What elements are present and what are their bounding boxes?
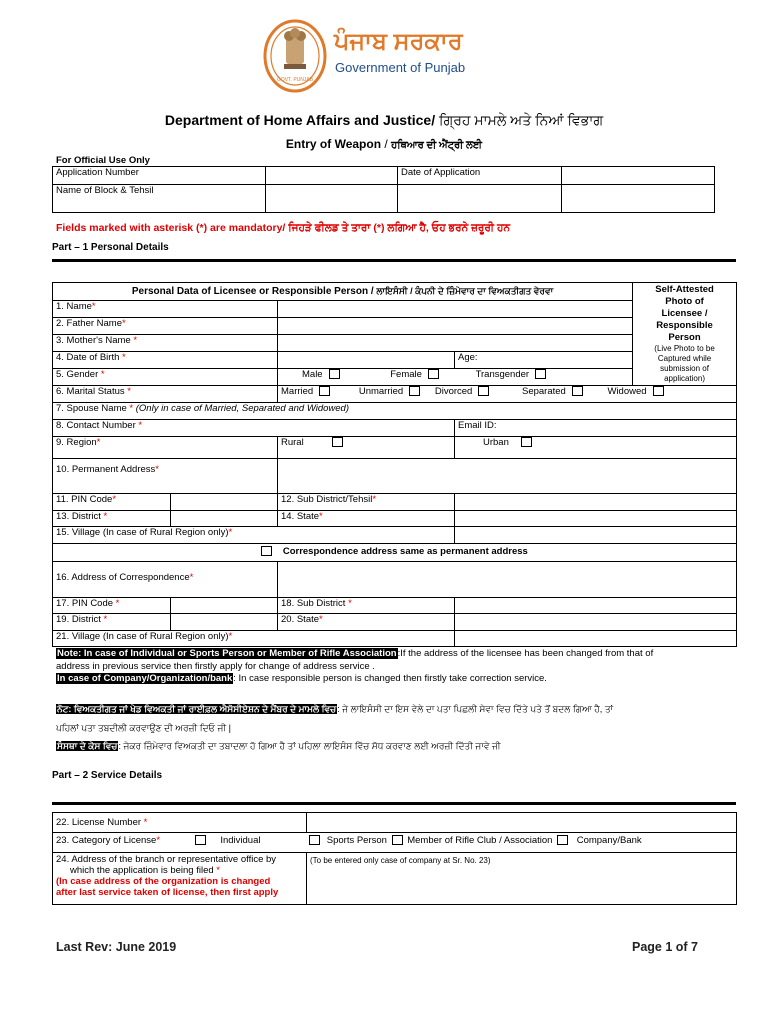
- correspondence-same-label: Correspondence address same as permanent address: [282, 546, 528, 557]
- widowed-label: Widowed: [607, 386, 647, 397]
- correspondence-same-row: [53, 544, 737, 562]
- branch-address-red-1: (In case address of the organization is changed: [56, 876, 271, 887]
- village-label: 15. Village (In case of Rural Region only)*: [53, 527, 455, 544]
- district-field[interactable]: [171, 511, 278, 527]
- license-number-field[interactable]: [307, 813, 737, 833]
- village-field[interactable]: [455, 527, 737, 544]
- branch-address-note: (To be entered only case of company at Sr. No. 23): [310, 856, 491, 865]
- dob-label: 4. Date of Birth *: [53, 352, 278, 369]
- village-2-label: 21. Village (In case of Rural Region only)*: [53, 631, 455, 647]
- region-rural-cell: [278, 437, 455, 459]
- punjabi-govt-title: ਪੰਜਾਬ ਸਰਕਾਰ: [334, 28, 463, 55]
- married-checkbox[interactable]: [319, 386, 330, 396]
- category-company-label: Company/Bank: [576, 835, 642, 846]
- separated-checkbox[interactable]: [572, 386, 583, 396]
- photo-box[interactable]: [633, 283, 737, 386]
- category-rifle-label: Member of Rifle Club / Association: [407, 835, 553, 846]
- marital-status-label: 6. Marital Status *: [53, 386, 278, 403]
- region-rural-checkbox[interactable]: [332, 437, 343, 447]
- category-sports-label: Sports Person: [326, 835, 387, 846]
- personal-data-table: [52, 282, 737, 647]
- separated-label: Separated: [521, 386, 566, 397]
- category-sports-checkbox[interactable]: [309, 835, 320, 845]
- region-rural-label: Rural: [281, 437, 304, 448]
- photo-note-4: application): [664, 374, 705, 383]
- note-punjabi-individual-highlight: ਨੋਟ: ਵਿਅਕਤੀਗਤ ਜਾਂ ਖੇਡ ਵਿਅਕਤੀ ਜਾਂ ਰਾਈਫ਼ਲ ਐਸੋਸੀਏਸ਼ਨ ਦੇ ਮੈਂਬਰ ਦੇ ਮਾਮਲੇ ਵਿਚ: [57, 704, 337, 714]
- note-individual-highlight: Note: In case of Individual or Sports Person or Member of Rifle Association: [57, 648, 397, 659]
- spouse-name-note: (Only in case of Married, Separated and Widowed): [135, 403, 349, 414]
- category-company-checkbox[interactable]: [557, 835, 568, 845]
- service-title-en: Entry of Weapon: [285, 137, 382, 151]
- divorced-checkbox[interactable]: [478, 386, 489, 396]
- father-name-field[interactable]: [278, 318, 633, 335]
- region-urban-cell: [455, 437, 737, 459]
- village-2-field[interactable]: [455, 631, 737, 647]
- photo-label-4: Responsible: [656, 320, 713, 331]
- name-label: 1. Name*: [53, 301, 278, 318]
- father-name-label: 2. Father Name*: [53, 318, 278, 335]
- license-number-label: 22. License Number *: [53, 813, 307, 833]
- department-title-pa: ਗ੍ਰਿਹ ਮਾਮਲੇ ਅਤੇ ਨਿਆਂ ਵਿਭਾਗ: [438, 112, 604, 128]
- gender-transgender-checkbox[interactable]: [535, 369, 546, 379]
- note-company: [56, 673, 547, 685]
- email-label: Email ID:: [458, 420, 497, 431]
- pin-code-field[interactable]: [171, 494, 278, 511]
- photo-label-5: Person: [668, 332, 701, 343]
- married-label: Married: [281, 386, 314, 397]
- district-2-field[interactable]: [171, 614, 278, 631]
- branch-address-red-2: after last service taken of license, then first apply: [56, 887, 279, 898]
- license-category-row: 23. Category of License* Individual Sports Person Member of Rifle Club / Association Company/Bank: [53, 833, 737, 853]
- personal-data-title: [53, 283, 633, 301]
- region-urban-checkbox[interactable]: [521, 437, 532, 447]
- block-tehsil-label: Name of Block & Tehsil: [53, 185, 266, 213]
- note-company-highlight: In case of Company/Organization/bank: [57, 673, 233, 684]
- spouse-name-label: 7. Spouse Name: [56, 403, 130, 414]
- service-title: [0, 137, 768, 151]
- widowed-checkbox[interactable]: [653, 386, 664, 396]
- note-punjabi-individual: [56, 703, 613, 715]
- correspondence-address-label: 16. Address of Correspondence*: [53, 562, 278, 598]
- category-individual-checkbox[interactable]: [195, 835, 206, 845]
- state-2-field[interactable]: [455, 614, 737, 631]
- subdistrict-2-field[interactable]: [455, 598, 737, 614]
- subdistrict-label: 12. Sub District/Tehsil*: [278, 494, 455, 511]
- official-use-heading: For Official Use Only: [56, 155, 150, 166]
- subdistrict-2-label: 18. Sub District *: [278, 598, 455, 614]
- branch-address-line-1: 24. Address of the branch or representative office by: [56, 854, 277, 865]
- note-individual-text: :If the address of the licensee has been changed from that of: [397, 648, 654, 659]
- application-number-field[interactable]: [266, 167, 398, 185]
- punjab-emblem: [262, 18, 328, 94]
- application-number-label: Application Number: [53, 167, 266, 185]
- gender-options: [278, 369, 633, 386]
- pin-code-label: 11. PIN Code*: [53, 494, 171, 511]
- region-label: 9. Region*: [53, 437, 278, 459]
- mother-name-field[interactable]: [278, 335, 633, 352]
- gender-female-checkbox[interactable]: [428, 369, 439, 379]
- note-company-text: : In case responsible person is changed then firstly take correction service.: [233, 673, 547, 684]
- block-tehsil-field[interactable]: [266, 185, 398, 213]
- service-title-sep: /: [384, 137, 388, 151]
- date-of-application-field[interactable]: [562, 167, 715, 185]
- part1-divider: [52, 259, 736, 262]
- service-details-table: [52, 812, 737, 905]
- state-2-label: 20. State*: [278, 614, 455, 631]
- district-label: 13. District *: [53, 511, 171, 527]
- age-field[interactable]: [455, 352, 633, 369]
- name-field[interactable]: [278, 301, 633, 318]
- department-title: [0, 112, 768, 129]
- gender-male-checkbox[interactable]: [329, 369, 340, 379]
- correspondence-address-field[interactable]: [278, 562, 737, 598]
- mandatory-note: Fields marked with asterisk (*) are mandatory/ ਜਿਹੜੇ ਫੀਲਡ ਤੇ ਤਾਰਾ (*) ਲਗਿਆ ਹੈ, ਓਹ ਭਰਨੇ ਜ਼ਰੂਰੀ ਹਨ: [56, 222, 511, 234]
- footer-revision: Last Rev: June 2019: [56, 940, 177, 954]
- government-name: Government of Punjab: [335, 60, 466, 75]
- branch-address-line-2: which the application is being filed *: [70, 865, 220, 876]
- part2-heading: Part – 2 Service Details: [52, 770, 163, 781]
- subdistrict-field[interactable]: [455, 494, 737, 511]
- district-2-label: 19. District *: [53, 614, 171, 631]
- unmarried-label: Unmarried: [358, 386, 404, 397]
- block-tehsil-field-3[interactable]: [562, 185, 715, 213]
- gender-label: 5. Gender *: [53, 369, 278, 386]
- license-category-label: 23. Category of License: [56, 835, 157, 846]
- branch-address-field[interactable]: [307, 853, 737, 905]
- block-tehsil-field-2[interactable]: [398, 185, 562, 213]
- part2-divider: [52, 802, 736, 805]
- personal-data-title-en: Personal Data of Licensee or Responsible Person /: [131, 286, 374, 297]
- state-label: 14. State*: [278, 511, 455, 527]
- photo-note-2: Captured while: [657, 354, 712, 363]
- gender-male-label: Male: [302, 369, 323, 380]
- region-urban-label: Urban: [483, 437, 509, 448]
- mother-name-label: 3. Mother's Name *: [53, 335, 278, 352]
- note-punjabi-individual-cont: ਪਹਿਲਾਂ ਪਤਾ ਤਬਦੀਲੀ ਕਰਵਾਉਣ ਦੀ ਅਰਜ਼ੀ ਦਿਓ ਜੀ |: [56, 723, 231, 733]
- age-label: Age:: [458, 352, 478, 363]
- pin-code-2-label: 17. PIN Code *: [53, 598, 171, 614]
- personal-data-title-pa: ਲਾਇਸੰਸੀ / ਕੰਪਨੀ ਦੇ ਜ਼ਿੰਮੇਵਾਰ ਦਾ ਵਿਅਕਤੀਗਤ ਵੇਰਵਾ: [376, 286, 554, 296]
- service-title-pa: ਹਥਿਆਰ ਦੀ ਐਂਟ੍ਰੀ ਲਈ: [391, 140, 483, 151]
- gender-female-label: Female: [390, 369, 422, 380]
- note-individual-cont: address in previous service then firstly apply for change of address service .: [56, 661, 375, 672]
- note-individual: [56, 648, 653, 660]
- unmarried-checkbox[interactable]: [409, 386, 420, 396]
- permanent-address-label: 10. Permanent Address*: [53, 459, 278, 494]
- note-punjabi-company-text: : ਜੇਕਰ ਜ਼ਿੰਮੇਵਾਰ ਵਿਅਕਤੀ ਦਾ ਤਬਾਦਲਾ ਹੋ ਗਿਆ ਹੈ ਤਾਂ ਪਹਿਲਾ ਲਾਇਸੰਸ ਵਿੱਚ ਸੋਧ ਕਰਵਾਣ ਲਈ ਅਰਜ਼ੀ ਦਿੱਤੀ ਜਾਵੇ ਜੀ: [118, 741, 501, 751]
- photo-label-1: Self-Attested: [655, 284, 714, 295]
- photo-note-3: submission of: [660, 364, 709, 373]
- note-punjabi-company-highlight: ਸੰਸਥਾ ਦੇ ਕੇਸ ਵਿਚ: [57, 741, 118, 751]
- svg-text:GOVT. PUNJAB: GOVT. PUNJAB: [276, 77, 314, 83]
- state-field[interactable]: [455, 511, 737, 527]
- email-field[interactable]: [455, 420, 737, 437]
- pin-code-2-field[interactable]: [171, 598, 278, 614]
- contact-number-field[interactable]: 8. Contact Number *: [53, 420, 455, 437]
- note-punjabi-individual-text: : ਜੇ ਲਾਇਸੰਸੀ ਦਾ ਇਸ ਵੇਲੇ ਦਾ ਪਤਾ ਪਿਛਲੀ ਸੇਵਾ ਵਿਚ ਦਿੱਤੇ ਪਤੇ ਤੋਂ ਬਦਲ ਗਿਆ ਹੈ, ਤਾਂ: [337, 704, 614, 714]
- branch-address-label: [53, 853, 307, 905]
- spouse-name-row[interactable]: 7. Spouse Name * (Only in case of Married, Separated and Widowed): [53, 403, 737, 420]
- date-of-application-label: Date of Application: [398, 167, 562, 185]
- category-rifle-checkbox[interactable]: [392, 835, 403, 845]
- permanent-address-field[interactable]: [278, 459, 737, 494]
- dob-field[interactable]: [278, 352, 455, 369]
- photo-label-3: Licensee /: [661, 308, 708, 319]
- photo-note-1: (Live Photo to be: [654, 344, 715, 353]
- footer-page-number: Page 1 of 7: [632, 940, 698, 954]
- gender-transgender-label: Transgender: [475, 369, 530, 380]
- marital-status-options: [278, 386, 737, 403]
- department-title-en: Department of Home Affairs and Justice/: [164, 112, 436, 128]
- divorced-label: Divorced: [434, 386, 473, 397]
- correspondence-same-checkbox[interactable]: [261, 546, 272, 556]
- official-use-table: [52, 166, 715, 213]
- note-punjabi-company: [56, 740, 501, 752]
- part1-heading: Part – 1 Personal Details: [52, 242, 169, 253]
- photo-label-2: Photo of: [665, 296, 704, 307]
- category-individual-label: Individual: [220, 835, 261, 846]
